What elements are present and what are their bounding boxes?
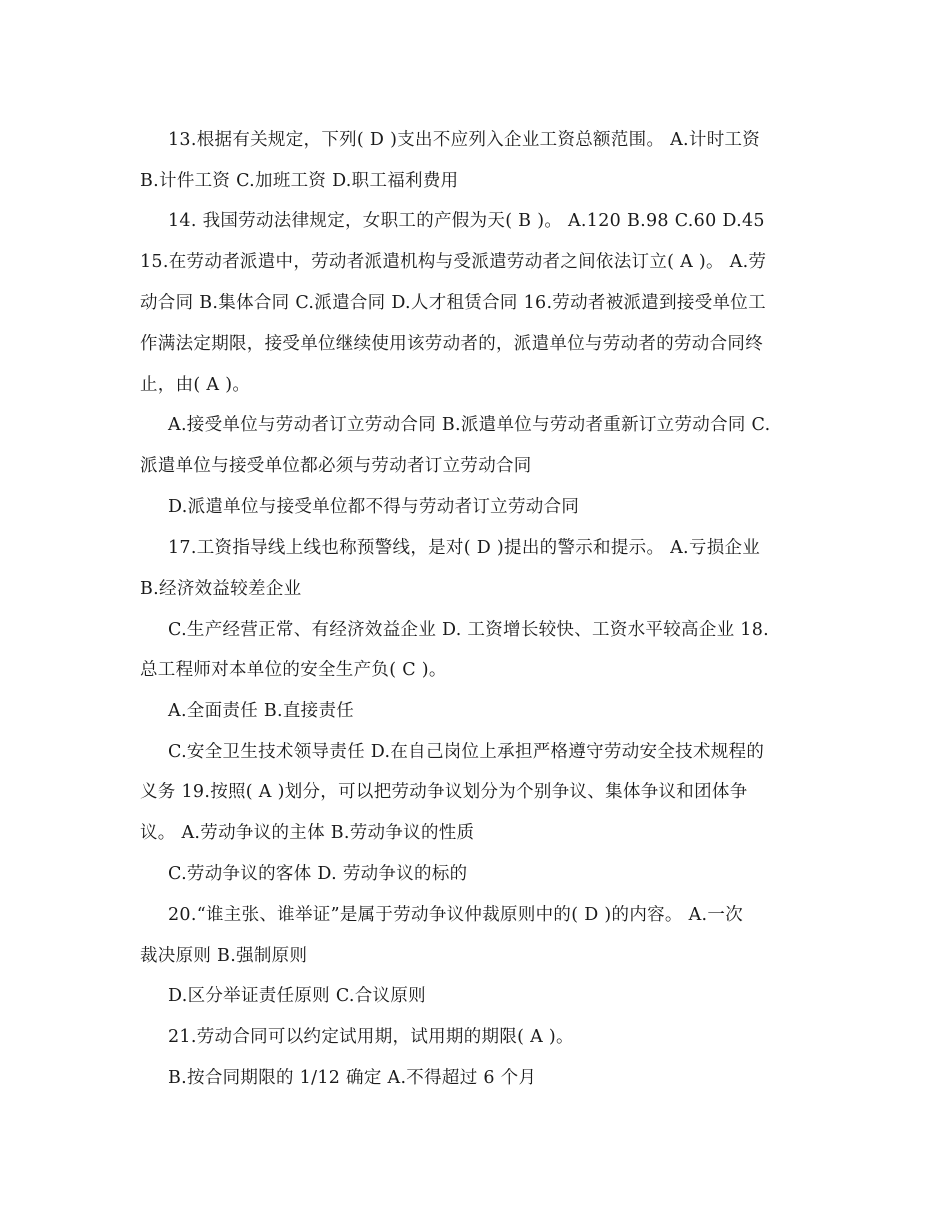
text-line: B.经济效益较差企业 [140,579,302,599]
text-line: D.区分举证责任原则 C.合议原则 [168,986,426,1006]
text-line: 14. 我国劳动法律规定，女职工的产假为天( B )。 A.120 B.98 C.60 D.45 [168,211,765,231]
text-line: D.派遣单位与接受单位都不得与劳动者订立劳动合同 [168,497,580,517]
text-line: A.全面责任 B.直接责任 [168,701,355,721]
text-line: A.接受单位与劳动者订立劳动合同 B.派遣单位与劳动者重新订立劳动合同 C. [168,415,771,435]
text-line: 作满法定期限，接受单位继续使用该劳动者的，派遣单位与劳动者的劳动合同终 [140,334,763,354]
text-line: 21.劳动合同可以约定试用期，试用期的期限( A )。 [168,1027,574,1047]
text-line: C.生产经营正常、有经济效益企业 D. 工资增长较快、工资水平较高企业 18. [168,620,770,640]
text-line: 17.工资指导线上线也称预警线，是对( D )提出的警示和提示。 A.亏损企业 [168,538,761,558]
text-line: B.计件工资 C.加班工资 D.职工福利费用 [140,171,459,191]
text-line: 派遣单位与接受单位都必须与劳动者订立劳动合同 [140,456,532,476]
text-line: C.安全卫生技术领导责任 D.在自己岗位上承担严格遵守劳动安全技术规程的 [168,742,765,762]
text-line: 议。 A.劳动争议的主体 B.劳动争议的性质 [140,823,475,843]
text-line: 总工程师对本单位的安全生产负( C )。 [140,660,447,680]
text-line: 义务 19.按照( A )划分，可以把劳动争议划分为个别争议、集体争议和团体争 [140,782,748,802]
text-line: 止，由( A )。 [140,375,251,395]
text-line: C.劳动争议的客体 D. 劳动争议的标的 [168,864,468,884]
text-line: B.按合同期限的 1/12 确定 A.不得超过 6 个月 [168,1068,537,1088]
text-line: 15.在劳动者派遣中，劳动者派遣机构与受派遣劳动者之间依法订立( A )。 A.劳 [140,252,767,272]
text-line: 裁决原则 B.强制原则 [140,946,308,966]
text-line: 20.“谁主张、谁举证”是属于劳动争议仲裁原则中的( D )的内容。 A.一次 [168,905,743,925]
text-line: 13.根据有关规定，下列( D )支出不应列入企业工资总额范围。 A.计时工资 [168,130,761,150]
text-line: 动合同 B.集体合同 C.派遣合同 D.人才租赁合同 16.劳动者被派遣到接受单位工 [140,293,766,313]
